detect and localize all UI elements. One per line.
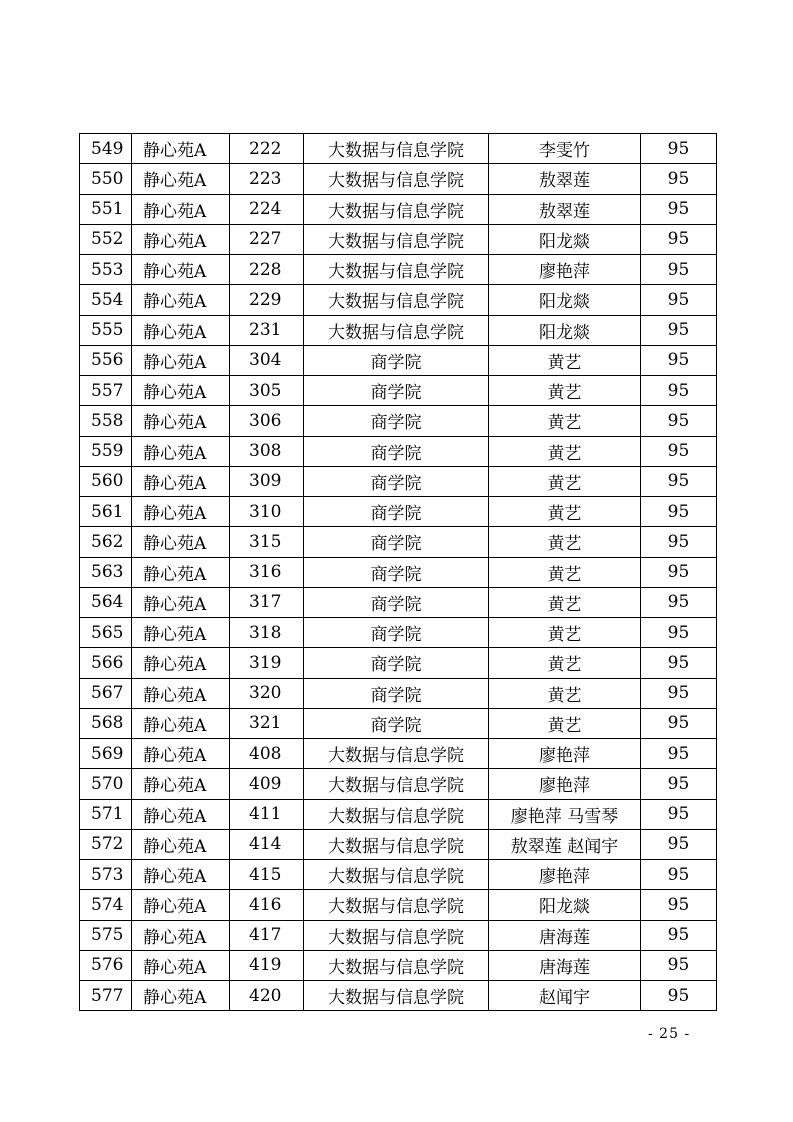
cell-serial-number: 573 [80, 860, 132, 890]
cell-score: 95 [641, 678, 717, 708]
cell-room-number: 416 [230, 890, 304, 920]
table-row [80, 466, 717, 496]
cell-counselor: 黄艺 [489, 557, 641, 587]
cell-college: 大数据与信息学院 [304, 829, 489, 859]
cell-building: 静心苑A [132, 557, 230, 587]
cell-building: 静心苑A [132, 527, 230, 557]
cell-building: 静心苑A [132, 466, 230, 496]
cell-score: 95 [641, 890, 717, 920]
cell-college: 商学院 [304, 406, 489, 436]
cell-room-number: 223 [230, 164, 304, 194]
cell-building: 静心苑A [132, 194, 230, 224]
cell-counselor: 黄艺 [489, 648, 641, 678]
cell-counselor: 敖翠莲 [489, 194, 641, 224]
cell-score: 95 [641, 285, 717, 315]
table-row [80, 285, 717, 315]
cell-score: 95 [641, 981, 717, 1011]
cell-building: 静心苑A [132, 920, 230, 950]
cell-room-number: 227 [230, 224, 304, 254]
cell-college: 大数据与信息学院 [304, 194, 489, 224]
cell-score: 95 [641, 134, 717, 164]
cell-building: 静心苑A [132, 890, 230, 920]
cell-serial-number: 557 [80, 376, 132, 406]
cell-counselor: 廖艳萍 [489, 255, 641, 285]
cell-room-number: 310 [230, 497, 304, 527]
cell-counselor: 黄艺 [489, 708, 641, 738]
cell-college: 商学院 [304, 527, 489, 557]
cell-building: 静心苑A [132, 315, 230, 345]
cell-college: 商学院 [304, 648, 489, 678]
cell-room-number: 417 [230, 920, 304, 950]
cell-room-number: 229 [230, 285, 304, 315]
cell-serial-number: 565 [80, 618, 132, 648]
cell-counselor: 黄艺 [489, 587, 641, 617]
cell-serial-number: 562 [80, 527, 132, 557]
cell-college: 大数据与信息学院 [304, 799, 489, 829]
cell-counselor: 廖艳萍 [489, 860, 641, 890]
cell-serial-number: 556 [80, 345, 132, 375]
cell-room-number: 304 [230, 345, 304, 375]
cell-college: 大数据与信息学院 [304, 315, 489, 345]
cell-room-number: 228 [230, 255, 304, 285]
table-row [80, 255, 717, 285]
cell-score: 95 [641, 739, 717, 769]
table-row [80, 981, 717, 1011]
table-row [80, 557, 717, 587]
cell-score: 95 [641, 829, 717, 859]
cell-college: 商学院 [304, 557, 489, 587]
cell-building: 静心苑A [132, 376, 230, 406]
cell-college: 大数据与信息学院 [304, 285, 489, 315]
cell-score: 95 [641, 920, 717, 950]
cell-counselor: 黄艺 [489, 376, 641, 406]
cell-serial-number: 559 [80, 436, 132, 466]
cell-serial-number: 576 [80, 950, 132, 980]
cell-building: 静心苑A [132, 406, 230, 436]
cell-serial-number: 564 [80, 587, 132, 617]
table-body [80, 134, 717, 1011]
cell-room-number: 409 [230, 769, 304, 799]
table-row [80, 497, 717, 527]
cell-building: 静心苑A [132, 950, 230, 980]
cell-room-number: 411 [230, 799, 304, 829]
cell-serial-number: 577 [80, 981, 132, 1011]
cell-score: 95 [641, 860, 717, 890]
cell-serial-number: 571 [80, 799, 132, 829]
table-row [80, 860, 717, 890]
cell-college: 商学院 [304, 618, 489, 648]
cell-counselor: 赵闻宇 [489, 981, 641, 1011]
cell-score: 95 [641, 406, 717, 436]
table-row [80, 436, 717, 466]
table-row [80, 345, 717, 375]
cell-college: 商学院 [304, 345, 489, 375]
cell-serial-number: 572 [80, 829, 132, 859]
cell-serial-number: 551 [80, 194, 132, 224]
table-row [80, 315, 717, 345]
cell-serial-number: 561 [80, 497, 132, 527]
cell-counselor: 敖翠莲 赵闻宇 [489, 829, 641, 859]
cell-room-number: 408 [230, 739, 304, 769]
cell-score: 95 [641, 497, 717, 527]
cell-college: 大数据与信息学院 [304, 769, 489, 799]
cell-score: 95 [641, 345, 717, 375]
cell-college: 大数据与信息学院 [304, 860, 489, 890]
table-row [80, 678, 717, 708]
table-row [80, 194, 717, 224]
cell-room-number: 231 [230, 315, 304, 345]
cell-counselor: 黄艺 [489, 406, 641, 436]
cell-serial-number: 554 [80, 285, 132, 315]
cell-counselor: 黄艺 [489, 466, 641, 496]
cell-building: 静心苑A [132, 134, 230, 164]
cell-counselor: 阳龙燚 [489, 224, 641, 254]
cell-serial-number: 568 [80, 708, 132, 738]
table-row [80, 164, 717, 194]
cell-college: 大数据与信息学院 [304, 950, 489, 980]
cell-building: 静心苑A [132, 224, 230, 254]
cell-counselor: 黄艺 [489, 436, 641, 466]
cell-counselor: 廖艳萍 [489, 739, 641, 769]
cell-college: 商学院 [304, 587, 489, 617]
cell-college: 大数据与信息学院 [304, 920, 489, 950]
cell-building: 静心苑A [132, 860, 230, 890]
cell-room-number: 316 [230, 557, 304, 587]
cell-serial-number: 574 [80, 890, 132, 920]
cell-serial-number: 560 [80, 466, 132, 496]
cell-building: 静心苑A [132, 769, 230, 799]
cell-score: 95 [641, 224, 717, 254]
cell-college: 商学院 [304, 376, 489, 406]
cell-college: 商学院 [304, 436, 489, 466]
cell-building: 静心苑A [132, 981, 230, 1011]
cell-counselor: 敖翠莲 [489, 164, 641, 194]
cell-score: 95 [641, 587, 717, 617]
cell-room-number: 414 [230, 829, 304, 859]
cell-college: 大数据与信息学院 [304, 981, 489, 1011]
table-row [80, 708, 717, 738]
cell-score: 95 [641, 315, 717, 345]
cell-college: 大数据与信息学院 [304, 134, 489, 164]
cell-serial-number: 555 [80, 315, 132, 345]
cell-building: 静心苑A [132, 799, 230, 829]
cell-score: 95 [641, 255, 717, 285]
cell-serial-number: 569 [80, 739, 132, 769]
cell-counselor: 黄艺 [489, 678, 641, 708]
cell-serial-number: 552 [80, 224, 132, 254]
cell-counselor: 廖艳萍 马雪琴 [489, 799, 641, 829]
cell-room-number: 222 [230, 134, 304, 164]
cell-counselor: 黄艺 [489, 527, 641, 557]
cell-score: 95 [641, 618, 717, 648]
cell-room-number: 420 [230, 981, 304, 1011]
cell-building: 静心苑A [132, 255, 230, 285]
cell-counselor: 黄艺 [489, 618, 641, 648]
cell-college: 商学院 [304, 497, 489, 527]
cell-college: 大数据与信息学院 [304, 890, 489, 920]
cell-score: 95 [641, 527, 717, 557]
cell-building: 静心苑A [132, 497, 230, 527]
dormitory-score-table [79, 133, 717, 1011]
cell-serial-number: 553 [80, 255, 132, 285]
cell-building: 静心苑A [132, 708, 230, 738]
table-row [80, 769, 717, 799]
cell-counselor: 阳龙燚 [489, 285, 641, 315]
cell-serial-number: 558 [80, 406, 132, 436]
cell-building: 静心苑A [132, 436, 230, 466]
cell-counselor: 阳龙燚 [489, 315, 641, 345]
cell-room-number: 321 [230, 708, 304, 738]
table-row [80, 134, 717, 164]
cell-counselor: 唐海莲 [489, 950, 641, 980]
cell-score: 95 [641, 194, 717, 224]
table-row [80, 618, 717, 648]
table-row [80, 920, 717, 950]
cell-building: 静心苑A [132, 164, 230, 194]
cell-college: 商学院 [304, 466, 489, 496]
cell-room-number: 319 [230, 648, 304, 678]
cell-serial-number: 567 [80, 678, 132, 708]
cell-building: 静心苑A [132, 678, 230, 708]
cell-room-number: 224 [230, 194, 304, 224]
cell-serial-number: 566 [80, 648, 132, 678]
table-row [80, 587, 717, 617]
cell-building: 静心苑A [132, 648, 230, 678]
cell-room-number: 308 [230, 436, 304, 466]
cell-college: 大数据与信息学院 [304, 164, 489, 194]
cell-college: 大数据与信息学院 [304, 224, 489, 254]
cell-counselor: 阳龙燚 [489, 890, 641, 920]
table-row [80, 648, 717, 678]
table-row [80, 224, 717, 254]
cell-score: 95 [641, 648, 717, 678]
cell-counselor: 黄艺 [489, 497, 641, 527]
cell-room-number: 320 [230, 678, 304, 708]
cell-college: 大数据与信息学院 [304, 739, 489, 769]
cell-score: 95 [641, 164, 717, 194]
cell-counselor: 廖艳萍 [489, 769, 641, 799]
cell-serial-number: 570 [80, 769, 132, 799]
cell-score: 95 [641, 466, 717, 496]
cell-serial-number: 575 [80, 920, 132, 950]
page-number: - 25 - [648, 1026, 691, 1042]
cell-building: 静心苑A [132, 829, 230, 859]
cell-room-number: 309 [230, 466, 304, 496]
cell-serial-number: 563 [80, 557, 132, 587]
table-row [80, 829, 717, 859]
cell-building: 静心苑A [132, 345, 230, 375]
cell-score: 95 [641, 376, 717, 406]
cell-serial-number: 549 [80, 134, 132, 164]
cell-score: 95 [641, 950, 717, 980]
cell-counselor: 李雯竹 [489, 134, 641, 164]
cell-counselor: 黄艺 [489, 345, 641, 375]
table-row [80, 799, 717, 829]
table-row [80, 406, 717, 436]
table-row [80, 739, 717, 769]
cell-building: 静心苑A [132, 587, 230, 617]
cell-college: 商学院 [304, 678, 489, 708]
cell-building: 静心苑A [132, 739, 230, 769]
cell-counselor: 唐海莲 [489, 920, 641, 950]
cell-room-number: 318 [230, 618, 304, 648]
table-row [80, 376, 717, 406]
cell-room-number: 306 [230, 406, 304, 436]
cell-room-number: 305 [230, 376, 304, 406]
cell-room-number: 415 [230, 860, 304, 890]
table-row [80, 890, 717, 920]
cell-building: 静心苑A [132, 285, 230, 315]
cell-serial-number: 550 [80, 164, 132, 194]
cell-score: 95 [641, 557, 717, 587]
cell-score: 95 [641, 708, 717, 738]
cell-college: 商学院 [304, 708, 489, 738]
table-row [80, 527, 717, 557]
cell-score: 95 [641, 436, 717, 466]
cell-building: 静心苑A [132, 618, 230, 648]
cell-score: 95 [641, 769, 717, 799]
cell-room-number: 419 [230, 950, 304, 980]
cell-room-number: 317 [230, 587, 304, 617]
cell-score: 95 [641, 799, 717, 829]
cell-college: 大数据与信息学院 [304, 255, 489, 285]
table-row [80, 950, 717, 980]
cell-room-number: 315 [230, 527, 304, 557]
